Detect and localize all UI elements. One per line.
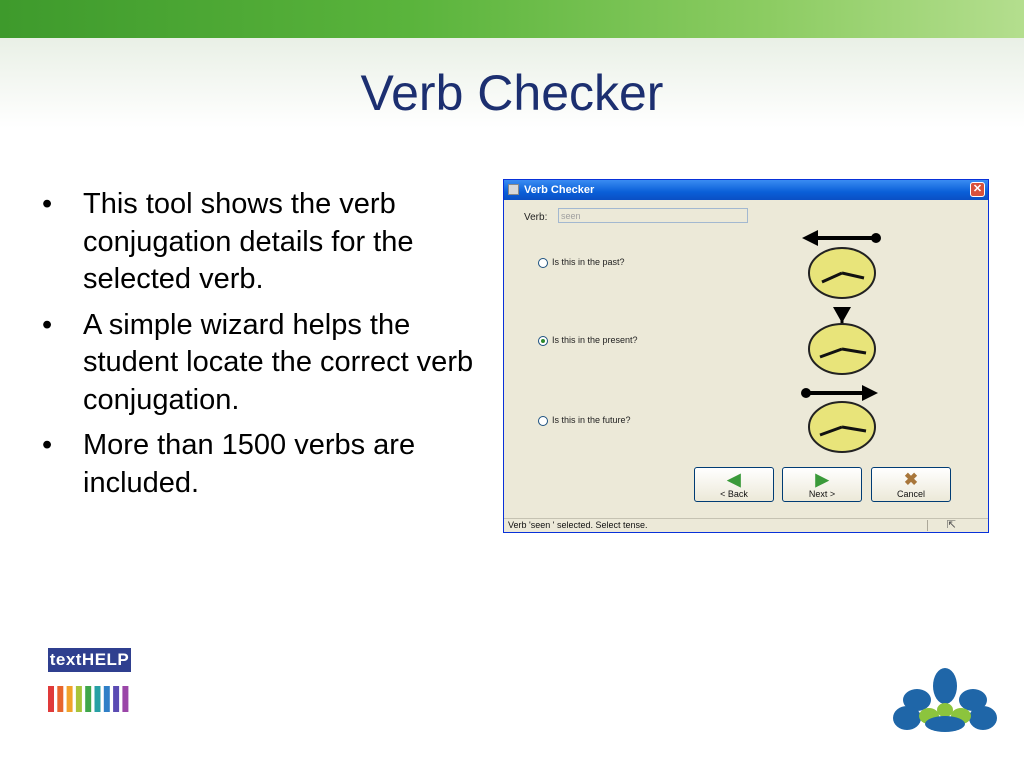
verb-label: Verb: — [524, 212, 548, 223]
bullet-glyph: • — [42, 188, 53, 220]
status-text: Verb 'seen ' selected. Select tense. — [508, 520, 648, 530]
stripe — [48, 686, 54, 712]
option-label: Is this in the past? — [552, 257, 625, 267]
window-title-bar[interactable] — [504, 180, 988, 200]
flower-petal — [933, 668, 957, 704]
option-past[interactable] — [538, 257, 625, 268]
flower-petal — [893, 706, 921, 730]
bullet-list — [42, 186, 482, 510]
option-present[interactable] — [538, 335, 638, 346]
radio-past[interactable] — [538, 258, 548, 268]
option-future[interactable] — [538, 415, 631, 426]
window-title: Verb Checker — [524, 184, 595, 196]
resize-grip-icon[interactable]: ⇱ — [946, 519, 956, 531]
bullet-glyph: • — [42, 308, 53, 341]
arrow-right-icon: ▶ — [815, 470, 829, 489]
flower-petal — [937, 703, 953, 717]
next-button[interactable] — [782, 467, 862, 502]
cancel-x-icon: ✖ — [903, 470, 919, 489]
stripe — [113, 686, 119, 712]
back-button[interactable] — [694, 467, 774, 502]
stripe — [57, 686, 63, 712]
next-label: Next > — [808, 489, 836, 499]
close-button[interactable]: ✕ — [970, 182, 985, 197]
verb-checker-window — [503, 179, 989, 533]
option-label: Is this in the present? — [552, 335, 638, 345]
option-label: Is this in the future? — [552, 415, 631, 425]
stripe — [76, 686, 82, 712]
radio-present[interactable] — [538, 336, 548, 346]
status-bar — [504, 518, 988, 532]
header-green-band — [0, 0, 1024, 38]
bullet-item — [42, 186, 482, 299]
app-icon — [508, 184, 519, 195]
texthelp-logo: textHELP — [48, 648, 131, 672]
bullet-text: More than 1500 verbs are included. — [83, 429, 416, 499]
stripe — [85, 686, 91, 712]
bullet-text: A simple wizard helps the student locate the correct verb conjugation. — [83, 308, 474, 416]
flower-petal — [969, 706, 997, 730]
bullet-item — [42, 427, 482, 502]
flower-logo — [893, 664, 997, 734]
bullet-glyph: • — [42, 429, 53, 461]
texthelp-stripes-logo — [48, 686, 132, 712]
clock-icon — [806, 399, 878, 455]
verb-field[interactable] — [558, 208, 748, 223]
stripe — [95, 686, 101, 712]
cancel-button[interactable] — [871, 467, 951, 502]
stripe — [67, 686, 73, 712]
stripe — [104, 686, 110, 712]
arrow-left-icon: ◀ — [727, 470, 741, 489]
bullet-item — [42, 307, 482, 420]
clock-icon — [806, 246, 878, 300]
stripe — [122, 686, 128, 712]
bullet-text: This tool shows the verb conjugation details for the selected verb. — [83, 188, 414, 295]
cancel-label: Cancel — [896, 489, 925, 499]
clock-icon — [806, 321, 878, 377]
flower-petal — [925, 716, 965, 732]
back-label: < Back — [720, 489, 748, 499]
radio-future[interactable] — [538, 416, 548, 426]
status-separator — [927, 520, 928, 531]
slide-title: Verb Checker — [360, 65, 664, 121]
